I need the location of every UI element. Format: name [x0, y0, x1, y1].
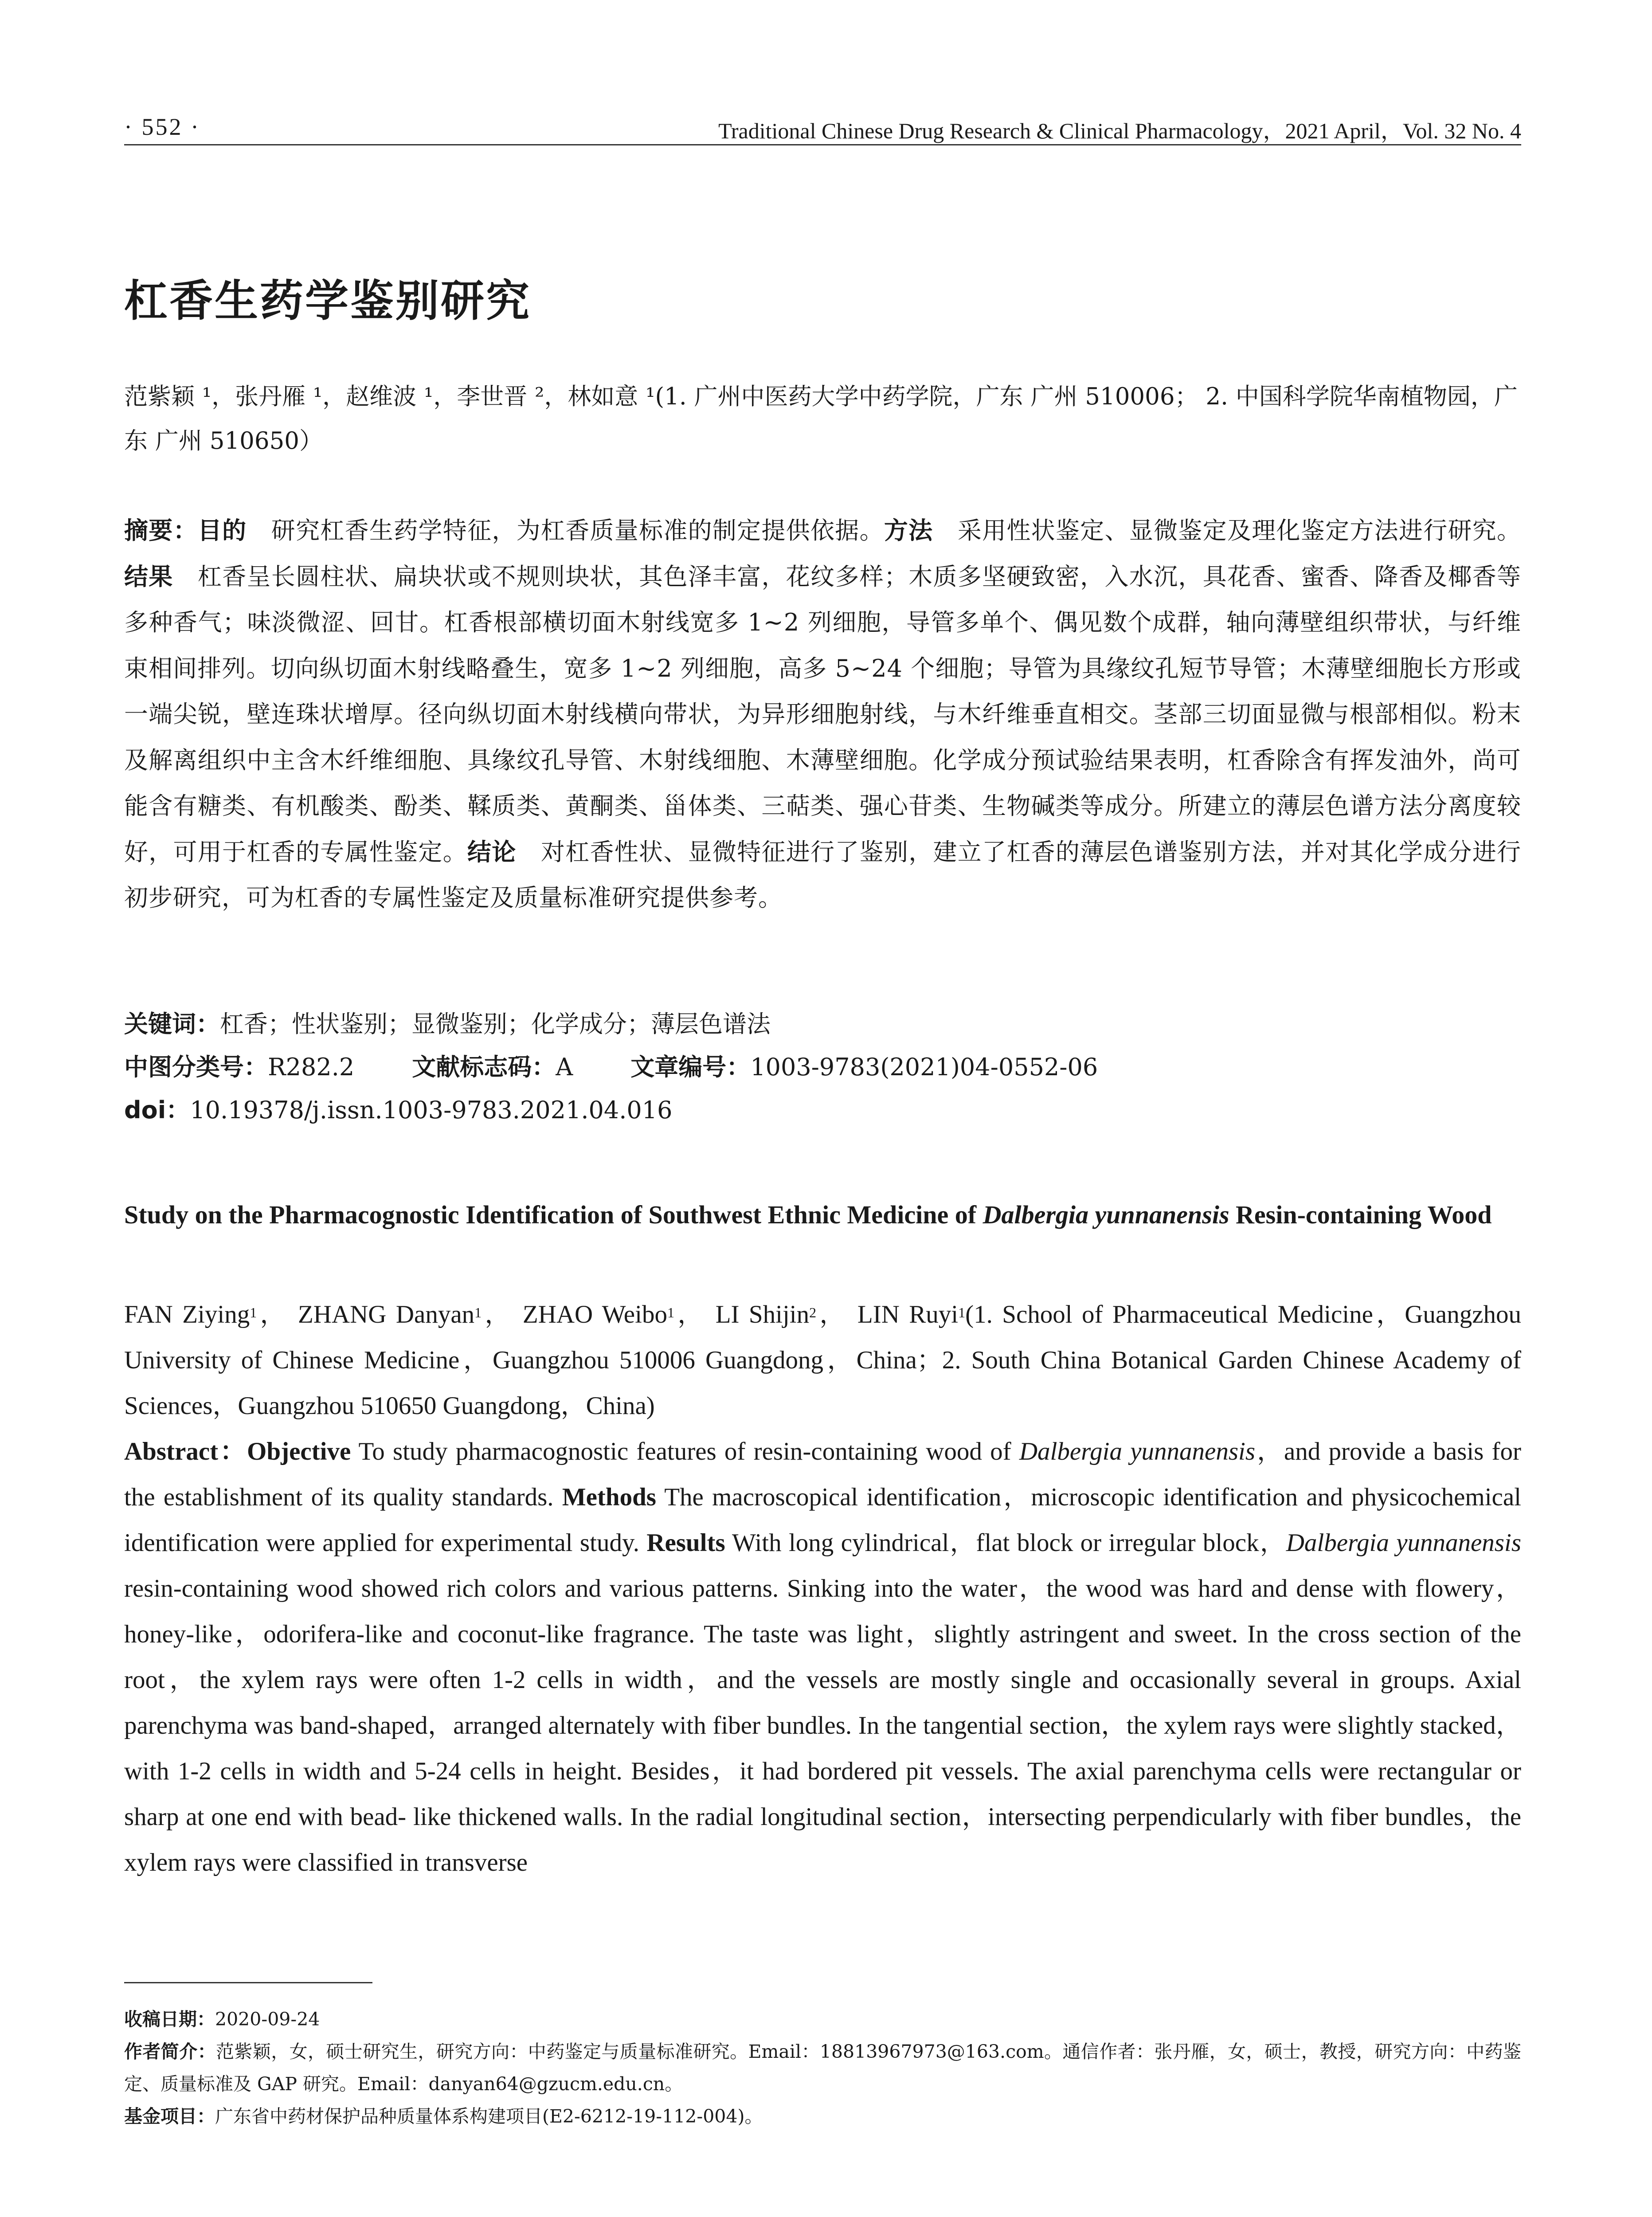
- results-label: 结果: [124, 562, 173, 591]
- author-zhao-affil: 1: [667, 1304, 674, 1320]
- received-label: 收稿日期：: [124, 2009, 215, 2030]
- english-affiliations: (1. School of Pharmaceutical Medicine，Guangzhou University of Chinese Medicine，Guangzhou 510006 Guangdong，China；2. South China Botanical Garden Chinese Academy of Sciences，Guangzhou 510650 Guangdong，China): [124, 1300, 1522, 1420]
- english-title-part1: Study on the Pharmacognostic Identification of Southwest Ethnic Medicine of: [124, 1200, 983, 1229]
- fund-line: [124, 2100, 1521, 2133]
- keywords: 杠香；性状鉴别；显微鉴别；化学成分；薄层色谱法: [220, 1010, 771, 1038]
- en-objective-text2: ，and provide a basis for the establishment of its quality standards.: [124, 1438, 1521, 1511]
- methods-text: 采用性状鉴定、显微鉴定及理化鉴定方法进行研究。: [957, 517, 1522, 544]
- keywords-line: [124, 1003, 1521, 1046]
- results-text: 杠香呈长圆柱状、扁块状或不规则块状，其色泽丰富，花纹多样；木质多坚硬致密，入水沉，具花香、蜜香、降香及椰香等多种香气；味淡微涩、回甘。杠香根部横切面木射线宽多 1~2 列细胞，导管多单个、偶见数个成群，轴向薄壁组织带状，与纤维束相间排列。切向纵切面木射线略叠生，宽多 1~2 列细胞，高多 5~24 个细胞；导管为具缘纹孔短节导管；木薄壁细胞长方形或一端尖锐，壁连珠状增厚。径向纵切面木射线横向带状，为异形细胞射线，与木纤维垂直相交。茎部三切面显微与根部相似。粉末及解离组织中主含木纤维细胞、具缘纹孔导管、木射线细胞、木薄壁细胞。化学成分预试验结果表明，杠香除含有挥发油外，尚可能含有糖类、有机酸类、酚类、鞣质类、黄酮类、甾体类、三萜类、强心苷类、生物碱类等成分。所建立的薄层色谱方法分离度较好，可用于杠香的专属性鉴定。: [124, 562, 1522, 866]
- english-title-part2: Resin-containing Wood: [1229, 1200, 1492, 1229]
- en-objective-label: Objective: [247, 1438, 351, 1465]
- english-authors: FAN Ziying$^1$， ZHANG Danyan$^1$， ZHAO Weibo$^1$， LI Shijin$^2$， LIN Ruyi$^1$(1. School of Pharmaceutical Medicine，Guangzhou University of Chinese Medicine，Guangzhou 510006 Guangdong，China；2. South China Botanical Garden Chinese Academy of Sciences，Guangzhou 510650 Guangdong，China): [124, 1300, 1522, 1420]
- objective-label: 目的: [197, 517, 247, 544]
- header-divider: [124, 144, 1521, 145]
- en-methods-label: Methods: [562, 1483, 656, 1511]
- chinese-abstract: [124, 508, 1521, 921]
- fund-text: 广东省中药材保护品种质量体系构建项目(E2-6212-19-112-004)。: [215, 2106, 763, 2127]
- author-info-line: [124, 2036, 1521, 2100]
- en-abstract-label: Abstract：: [124, 1438, 247, 1465]
- en-species-2: Dalbergia yunnanensis: [1286, 1529, 1521, 1557]
- chinese-authors: 范紫颖 ¹，张丹雁 ¹，赵维波 ¹，李世晋 ²，林如意 ¹(1. 广州中医药大学中药学院，广东 广州 510006； 2. 中国科学院华南植物园，广东 广州 510650）: [124, 383, 1518, 454]
- author-lin: LIN Ruyi: [857, 1300, 959, 1328]
- methods-label: 方法: [884, 517, 933, 544]
- clc-label: 中图分类号：: [124, 1053, 268, 1081]
- en-results-label: Results: [646, 1529, 725, 1557]
- author-li-affil: 2: [809, 1304, 817, 1320]
- doi-line: [124, 1089, 1521, 1132]
- footnote-divider: [124, 1982, 372, 1983]
- doccode: A: [556, 1053, 573, 1081]
- english-title-species: Dalbergia yunnanensis: [983, 1200, 1229, 1229]
- abstract-label: 摘要：: [124, 517, 198, 544]
- chinese-title: 杠香生药学鉴别研究: [124, 276, 532, 326]
- article-number: 1003-9783(2021)04-0552-06: [750, 1053, 1098, 1081]
- en-objective-text1: To study pharmacognostic features of resin-containing wood of: [351, 1438, 1019, 1465]
- page-number: · 552 ·: [124, 114, 200, 140]
- doi: 10.19378/j.issn.1003-9783.2021.04.016: [190, 1096, 673, 1124]
- en-species-1: Dalbergia yunnanensis: [1019, 1438, 1256, 1465]
- objective-text: 研究杠香生药学特征，为杠香质量标准的制定提供依据。: [271, 517, 884, 544]
- footnote: [124, 2003, 1521, 2133]
- author-lin-affil: 1: [958, 1304, 966, 1320]
- doccode-label: 文献标志码：: [412, 1053, 556, 1081]
- english-abstract: [124, 1429, 1521, 1885]
- author-info-text: 范紫颖，女，硕士研究生，研究方向：中药鉴定与质量标准研究。Email：18813967973@163.com。通信作者：张丹雁，女，硕士，教授，研究方向：中药鉴定、质量标准及 GAP 研究。Email：danyan64@gzucm.edu.cn。: [124, 2041, 1521, 2095]
- fund-label: 基金项目：: [124, 2106, 215, 2127]
- author-li: LI Shijin: [715, 1300, 810, 1328]
- received-line: [124, 2003, 1521, 2036]
- en-methods-text: The macroscopical identification，microscopic identification and physicochemical identification were applied for experimental study.: [124, 1483, 1521, 1557]
- english-title: [124, 1193, 1521, 1237]
- author-info-label: 作者简介：: [124, 2041, 216, 2062]
- author-fan: FAN Ziying: [124, 1300, 250, 1328]
- doi-label: doi：: [124, 1096, 190, 1124]
- articleno-label: 文章编号：: [630, 1053, 751, 1081]
- author-fan-affil: 1: [250, 1304, 257, 1320]
- en-results-text2: resin-containing wood showed rich colors and various patterns. Sinking into the water，the wood was hard and dense with flowery，honey-like，odorifera-like and coconut-like fragrance. The taste was light，slightly astringent and sweet. In the cross section of the root，the xylem rays were often 1-2 cells in width，and the vessels are mostly single and occasionally several in groups. Axial parenchyma was band-shaped，arranged alternately with fiber bundles. In the tangential section，the xylem rays were slightly stacked，with 1-2 cells in width and 5-24 cells in height. Besides，it had bordered pit vessels. The axial parenchyma cells were rectangular or sharp at one end with bead- like thickened walls. In the radial longitudinal section，intersecting perpendicularly with fiber bundles，the xylem rays were classified in transverse: [124, 1575, 1521, 1876]
- conclusion-label: 结论: [467, 838, 517, 866]
- conclusion-text: 对杠香性状、显微特征进行了鉴别，建立了杠香的薄层色谱鉴别方法，并对其化学成分进行初步研究，可为杠香的专属性鉴定及质量标准研究提供参考。: [124, 838, 1522, 912]
- clc-code: R282.2: [268, 1053, 355, 1081]
- running-header: Traditional Chinese Drug Research & Clinical Pharmacology，2021 April，Vol. 32 No. 4: [718, 118, 1521, 143]
- author-zhang-affil: 1: [474, 1304, 482, 1320]
- classification-line: [124, 1046, 1521, 1089]
- en-results-text1: With long cylindrical，flat block or irregular block，: [725, 1529, 1286, 1557]
- received-date: 2020-09-24: [215, 2009, 320, 2030]
- keywords-label: 关键词：: [124, 1010, 220, 1038]
- author-zhao: ZHAO Weibo: [522, 1300, 667, 1328]
- author-zhang: ZHANG Danyan: [298, 1300, 475, 1328]
